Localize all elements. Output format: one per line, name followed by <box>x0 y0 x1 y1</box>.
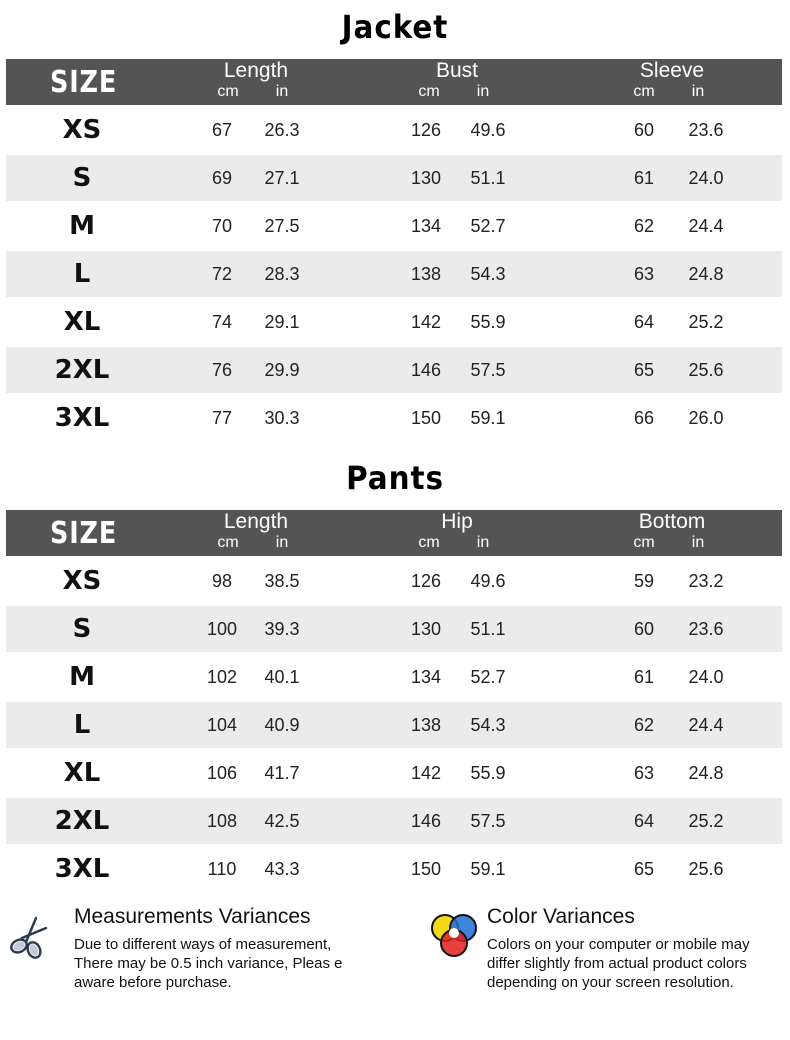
value-in-cell: 59.1 <box>470 859 506 879</box>
size-cell: L <box>73 710 91 740</box>
value-cm-cell: 74 <box>211 312 233 332</box>
table-row <box>6 347 782 393</box>
unit-cm-label: cm <box>217 534 239 551</box>
value-cm-cell: 63 <box>633 763 655 783</box>
unit-in-label: in <box>691 534 705 551</box>
value-cm-cell: 142 <box>410 763 442 783</box>
value-in-cell: 25.6 <box>688 859 724 879</box>
value-cm-cell: 134 <box>410 216 442 236</box>
table-row <box>6 155 782 201</box>
column-header-name: Length <box>223 59 289 82</box>
color-variance-title: Color Variances <box>487 905 635 928</box>
value-in-cell: 24.4 <box>688 216 724 236</box>
unit-cm-label: cm <box>418 534 440 551</box>
value-cm-cell: 64 <box>633 811 655 831</box>
size-cell: 3XL <box>54 403 110 433</box>
value-cm-cell: 60 <box>633 619 655 639</box>
table-row <box>6 299 782 345</box>
value-cm-cell: 70 <box>211 216 233 236</box>
table-row <box>6 654 782 700</box>
jacket-title: Jacket <box>341 8 449 46</box>
size-cell: 2XL <box>54 806 110 836</box>
value-in-cell: 38.5 <box>264 571 300 591</box>
unit-cm-label: cm <box>633 534 655 551</box>
value-in-cell: 51.1 <box>470 619 506 639</box>
value-cm-cell: 63 <box>633 264 655 284</box>
column-header-name: Length <box>223 510 289 533</box>
column-header-name: Hip <box>441 510 473 533</box>
value-in-cell: 24.0 <box>688 168 724 188</box>
value-in-cell: 41.7 <box>264 763 300 783</box>
value-in-cell: 39.3 <box>264 619 300 639</box>
value-in-cell: 23.6 <box>688 120 724 140</box>
value-in-cell: 26.0 <box>688 408 724 428</box>
value-cm-cell: 67 <box>211 120 233 140</box>
value-in-cell: 40.9 <box>264 715 300 735</box>
value-in-cell: 51.1 <box>470 168 506 188</box>
table-row <box>6 846 782 892</box>
size-cell: 3XL <box>54 854 110 884</box>
value-cm-cell: 130 <box>410 168 442 188</box>
value-in-cell: 57.5 <box>470 360 506 380</box>
value-in-cell: 23.2 <box>688 571 724 591</box>
size-column-header: SIZE <box>50 65 118 100</box>
pants-title: Pants <box>346 459 444 497</box>
value-in-cell: 28.3 <box>264 264 300 284</box>
table-row <box>6 702 782 748</box>
value-in-cell: 52.7 <box>470 667 506 687</box>
value-in-cell: 57.5 <box>470 811 506 831</box>
value-cm-cell: 65 <box>633 859 655 879</box>
value-in-cell: 52.7 <box>470 216 506 236</box>
column-header <box>387 510 527 551</box>
value-in-cell: 42.5 <box>264 811 300 831</box>
value-cm-cell: 64 <box>633 312 655 332</box>
size-cell: M <box>69 662 95 692</box>
column-header <box>186 510 326 551</box>
value-cm-cell: 146 <box>410 811 442 831</box>
table-row <box>6 395 782 441</box>
value-in-cell: 29.1 <box>264 312 300 332</box>
value-in-cell: 24.8 <box>688 763 724 783</box>
value-in-cell: 55.9 <box>470 312 506 332</box>
value-in-cell: 25.6 <box>688 360 724 380</box>
value-in-cell: 40.1 <box>264 667 300 687</box>
table-header <box>6 59 782 105</box>
unit-cm-label: cm <box>217 83 239 100</box>
size-cell: L <box>73 259 91 289</box>
value-cm-cell: 110 <box>207 859 237 879</box>
table-row <box>6 251 782 297</box>
value-in-cell: 25.2 <box>688 312 724 332</box>
value-in-cell: 29.9 <box>264 360 300 380</box>
value-in-cell: 24.0 <box>688 667 724 687</box>
unit-in-label: in <box>691 83 705 100</box>
table-row <box>6 107 782 153</box>
measurement-variance-note <box>74 905 342 992</box>
value-in-cell: 24.4 <box>688 715 724 735</box>
column-header <box>602 510 742 551</box>
column-header <box>387 59 527 100</box>
column-header <box>186 59 326 100</box>
jacket-size-table <box>6 59 782 441</box>
value-cm-cell: 72 <box>211 264 233 284</box>
size-cell: S <box>72 163 92 193</box>
value-cm-cell: 100 <box>206 619 238 639</box>
measurement-variance-line: There may be 0.5 inch variance, Pleas e <box>74 955 343 972</box>
measurement-variance-line: aware before purchase. <box>74 974 232 991</box>
value-cm-cell: 61 <box>633 168 655 188</box>
measurement-variance-title: Measurements Variances <box>74 905 311 928</box>
column-header-name: Bottom <box>638 510 706 533</box>
size-column-header: SIZE <box>50 516 118 551</box>
value-in-cell: 30.3 <box>264 408 300 428</box>
color-variance-note <box>487 905 750 992</box>
size-cell: XS <box>62 566 102 596</box>
size-cell: M <box>69 211 95 241</box>
value-cm-cell: 150 <box>410 408 442 428</box>
table-row <box>6 558 782 604</box>
size-cell: S <box>72 614 92 644</box>
value-cm-cell: 77 <box>211 408 233 428</box>
unit-in-label: in <box>476 534 490 551</box>
value-cm-cell: 102 <box>206 667 238 687</box>
value-in-cell: 27.5 <box>264 216 300 236</box>
column-header <box>602 59 742 100</box>
table-row <box>6 203 782 249</box>
value-cm-cell: 76 <box>211 360 233 380</box>
column-header-name: Sleeve <box>639 59 705 82</box>
value-cm-cell: 98 <box>211 571 233 591</box>
value-in-cell: 26.3 <box>264 120 300 140</box>
scissors-icon <box>6 912 58 966</box>
table-row <box>6 798 782 844</box>
value-in-cell: 49.6 <box>470 120 506 140</box>
size-cell: XL <box>63 758 101 788</box>
table-row <box>6 606 782 652</box>
size-cell: 2XL <box>54 355 110 385</box>
unit-in-label: in <box>275 534 289 551</box>
value-cm-cell: 150 <box>410 859 442 879</box>
value-in-cell: 49.6 <box>470 571 506 591</box>
value-in-cell: 24.8 <box>688 264 724 284</box>
value-cm-cell: 61 <box>633 667 655 687</box>
value-in-cell: 43.3 <box>264 859 300 879</box>
unit-cm-label: cm <box>418 83 440 100</box>
color-variance-line: Colors on your computer or mobile may <box>487 936 750 953</box>
column-header-name: Bust <box>435 59 479 82</box>
value-in-cell: 54.3 <box>470 264 506 284</box>
value-cm-cell: 130 <box>410 619 442 639</box>
value-in-cell: 25.2 <box>688 811 724 831</box>
value-cm-cell: 66 <box>633 408 655 428</box>
value-cm-cell: 134 <box>410 667 442 687</box>
value-cm-cell: 62 <box>633 715 655 735</box>
value-cm-cell: 138 <box>410 715 442 735</box>
value-cm-cell: 59 <box>633 571 655 591</box>
value-in-cell: 23.6 <box>688 619 724 639</box>
value-cm-cell: 126 <box>410 571 442 591</box>
size-cell: XL <box>63 307 101 337</box>
measurement-variance-line: Due to different ways of measurement, <box>74 936 332 953</box>
color-wheel-icon <box>427 910 481 966</box>
size-cell: XS <box>62 115 102 145</box>
unit-cm-label: cm <box>633 83 655 100</box>
value-in-cell: 27.1 <box>264 168 300 188</box>
unit-in-label: in <box>476 83 490 100</box>
value-cm-cell: 104 <box>206 715 238 735</box>
table-row <box>6 750 782 796</box>
value-cm-cell: 65 <box>633 360 655 380</box>
value-cm-cell: 138 <box>410 264 442 284</box>
table-header <box>6 510 782 556</box>
value-in-cell: 59.1 <box>470 408 506 428</box>
value-cm-cell: 126 <box>410 120 442 140</box>
value-in-cell: 54.3 <box>470 715 506 735</box>
value-cm-cell: 69 <box>211 168 233 188</box>
color-variance-line: depending on your screen resolution. <box>487 974 734 991</box>
value-cm-cell: 108 <box>206 811 238 831</box>
value-cm-cell: 146 <box>410 360 442 380</box>
value-in-cell: 55.9 <box>470 763 506 783</box>
pants-size-table <box>6 510 782 892</box>
value-cm-cell: 62 <box>633 216 655 236</box>
color-variance-line: differ slightly from actual product colors <box>487 955 747 972</box>
unit-in-label: in <box>275 83 289 100</box>
value-cm-cell: 106 <box>206 763 238 783</box>
value-cm-cell: 60 <box>633 120 655 140</box>
value-cm-cell: 142 <box>410 312 442 332</box>
